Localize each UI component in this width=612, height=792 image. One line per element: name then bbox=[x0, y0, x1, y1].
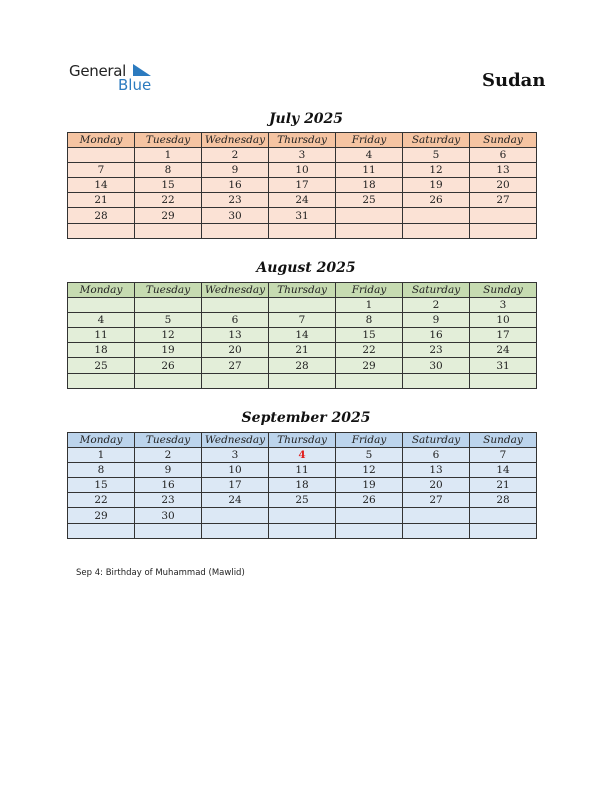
day-cell: 30 bbox=[135, 508, 202, 523]
day-cell bbox=[403, 373, 470, 388]
day-cell: 24 bbox=[269, 193, 336, 208]
day-cell bbox=[269, 223, 336, 238]
day-cell: 2 bbox=[202, 148, 269, 163]
logo-blue-text: Blue bbox=[118, 76, 152, 94]
day-cell: 25 bbox=[68, 358, 135, 373]
day-cell: 12 bbox=[336, 463, 403, 478]
day-cell: 10 bbox=[470, 313, 537, 328]
day-cell bbox=[68, 523, 135, 538]
day-cell: 12 bbox=[135, 328, 202, 343]
day-cell: 26 bbox=[336, 493, 403, 508]
logo-triangle-icon bbox=[133, 64, 151, 76]
weekday-header: Sunday bbox=[470, 133, 537, 148]
day-cell: 6 bbox=[470, 148, 537, 163]
day-cell bbox=[202, 298, 269, 313]
weekday-header: Monday bbox=[68, 433, 135, 448]
weekday-header: Wednesday bbox=[202, 283, 269, 298]
day-cell bbox=[336, 373, 403, 388]
week-row bbox=[68, 148, 537, 163]
day-cell bbox=[403, 508, 470, 523]
day-cell: 9 bbox=[403, 313, 470, 328]
weekday-header: Saturday bbox=[403, 133, 470, 148]
week-row bbox=[68, 178, 537, 193]
day-cell: 15 bbox=[336, 328, 403, 343]
day-cell: 7 bbox=[269, 313, 336, 328]
day-cell bbox=[336, 508, 403, 523]
day-cell: 21 bbox=[68, 193, 135, 208]
day-cell bbox=[269, 508, 336, 523]
day-cell: 26 bbox=[403, 193, 470, 208]
week-row bbox=[68, 193, 537, 208]
day-cell: 27 bbox=[403, 493, 470, 508]
month-calendar-table bbox=[67, 132, 537, 239]
day-cell: 11 bbox=[68, 328, 135, 343]
weekday-header: Sunday bbox=[470, 433, 537, 448]
generalblue-logo bbox=[69, 61, 152, 94]
day-cell: 19 bbox=[336, 478, 403, 493]
day-cell: 24 bbox=[470, 343, 537, 358]
week-row bbox=[68, 448, 537, 463]
day-cell: 12 bbox=[403, 163, 470, 178]
week-row bbox=[68, 463, 537, 478]
day-cell: 9 bbox=[135, 463, 202, 478]
day-cell: 30 bbox=[403, 358, 470, 373]
day-cell bbox=[470, 508, 537, 523]
day-cell bbox=[470, 523, 537, 538]
weekday-header: Saturday bbox=[403, 283, 470, 298]
day-cell bbox=[269, 373, 336, 388]
weekday-header: Tuesday bbox=[135, 433, 202, 448]
weekday-header-row bbox=[68, 433, 537, 448]
month-calendar-table bbox=[67, 282, 537, 389]
day-cell: 13 bbox=[470, 163, 537, 178]
day-cell: 5 bbox=[403, 148, 470, 163]
weekday-header: Friday bbox=[336, 433, 403, 448]
day-cell bbox=[269, 298, 336, 313]
day-cell: 22 bbox=[336, 343, 403, 358]
weekday-header: Monday bbox=[68, 283, 135, 298]
day-cell: 28 bbox=[470, 493, 537, 508]
weekday-header: Thursday bbox=[269, 433, 336, 448]
day-cell: 23 bbox=[202, 193, 269, 208]
day-cell: 4 bbox=[68, 313, 135, 328]
day-cell: 18 bbox=[68, 343, 135, 358]
day-cell: 23 bbox=[403, 343, 470, 358]
weekday-header-row bbox=[68, 283, 537, 298]
week-row bbox=[68, 328, 537, 343]
day-cell: 14 bbox=[68, 178, 135, 193]
day-cell: 31 bbox=[470, 358, 537, 373]
day-cell: 25 bbox=[336, 193, 403, 208]
day-cell: 2 bbox=[135, 448, 202, 463]
week-row bbox=[68, 508, 537, 523]
day-cell bbox=[135, 298, 202, 313]
day-cell bbox=[403, 208, 470, 223]
day-cell bbox=[135, 523, 202, 538]
day-cell: 7 bbox=[470, 448, 537, 463]
day-cell: 3 bbox=[269, 148, 336, 163]
day-cell: 10 bbox=[269, 163, 336, 178]
day-cell: 18 bbox=[269, 478, 336, 493]
weekday-header: Tuesday bbox=[135, 283, 202, 298]
weekday-header: Saturday bbox=[403, 433, 470, 448]
weekday-header: Wednesday bbox=[202, 433, 269, 448]
day-cell: 31 bbox=[269, 208, 336, 223]
day-cell: 29 bbox=[68, 508, 135, 523]
day-cell: 17 bbox=[269, 178, 336, 193]
day-cell: 29 bbox=[336, 358, 403, 373]
day-cell: 15 bbox=[135, 178, 202, 193]
day-cell bbox=[202, 523, 269, 538]
weekday-header: Thursday bbox=[269, 283, 336, 298]
country-title: Sudan bbox=[482, 70, 546, 91]
day-cell bbox=[269, 523, 336, 538]
weekday-header: Friday bbox=[336, 133, 403, 148]
month-title: September 2025 bbox=[241, 410, 371, 426]
day-cell: 20 bbox=[470, 178, 537, 193]
day-cell: 23 bbox=[135, 493, 202, 508]
week-row bbox=[68, 298, 537, 313]
day-cell: 20 bbox=[403, 478, 470, 493]
day-cell bbox=[336, 223, 403, 238]
day-cell bbox=[202, 373, 269, 388]
week-row bbox=[68, 313, 537, 328]
weekday-header: Friday bbox=[336, 283, 403, 298]
weekday-header: Monday bbox=[68, 133, 135, 148]
week-row bbox=[68, 223, 537, 238]
day-cell bbox=[68, 223, 135, 238]
day-cell bbox=[202, 508, 269, 523]
day-cell bbox=[135, 223, 202, 238]
week-row bbox=[68, 373, 537, 388]
day-cell: 7 bbox=[68, 163, 135, 178]
day-cell: 29 bbox=[135, 208, 202, 223]
day-cell bbox=[470, 373, 537, 388]
day-cell: 22 bbox=[68, 493, 135, 508]
day-cell: 6 bbox=[202, 313, 269, 328]
month-calendar-table bbox=[67, 432, 537, 539]
day-cell: 13 bbox=[403, 463, 470, 478]
day-cell: 22 bbox=[135, 193, 202, 208]
day-cell bbox=[470, 223, 537, 238]
weekday-header-row bbox=[68, 133, 537, 148]
week-row bbox=[68, 163, 537, 178]
day-cell: 21 bbox=[269, 343, 336, 358]
day-cell: 26 bbox=[135, 358, 202, 373]
day-cell bbox=[403, 523, 470, 538]
logo-general-text: General bbox=[69, 62, 127, 80]
month-title: July 2025 bbox=[268, 111, 344, 127]
day-cell: 3 bbox=[470, 298, 537, 313]
day-cell: 24 bbox=[202, 493, 269, 508]
day-cell: 5 bbox=[135, 313, 202, 328]
day-cell: 5 bbox=[336, 448, 403, 463]
day-cell: 14 bbox=[470, 463, 537, 478]
day-cell: 19 bbox=[135, 343, 202, 358]
day-cell: 19 bbox=[403, 178, 470, 193]
day-cell: 1 bbox=[135, 148, 202, 163]
week-row bbox=[68, 208, 537, 223]
day-cell: 15 bbox=[68, 478, 135, 493]
day-cell: 17 bbox=[470, 328, 537, 343]
day-cell: 1 bbox=[68, 448, 135, 463]
day-cell: 2 bbox=[403, 298, 470, 313]
weekday-header: Tuesday bbox=[135, 133, 202, 148]
day-cell: 17 bbox=[202, 478, 269, 493]
day-cell: 27 bbox=[202, 358, 269, 373]
day-cell: 21 bbox=[470, 478, 537, 493]
week-row bbox=[68, 478, 537, 493]
day-cell bbox=[470, 208, 537, 223]
week-row bbox=[68, 358, 537, 373]
day-cell: 28 bbox=[269, 358, 336, 373]
day-cell: 1 bbox=[336, 298, 403, 313]
day-cell: 9 bbox=[202, 163, 269, 178]
day-cell: 14 bbox=[269, 328, 336, 343]
week-row bbox=[68, 343, 537, 358]
day-cell: 11 bbox=[336, 163, 403, 178]
day-cell: 16 bbox=[403, 328, 470, 343]
day-cell: 8 bbox=[135, 163, 202, 178]
day-cell bbox=[403, 223, 470, 238]
holiday-note: Sep 4: Birthday of Muhammad (Mawlid) bbox=[76, 568, 245, 578]
day-cell: 27 bbox=[470, 193, 537, 208]
weekday-header: Thursday bbox=[269, 133, 336, 148]
day-cell: 20 bbox=[202, 343, 269, 358]
day-cell: 13 bbox=[202, 328, 269, 343]
day-cell: 30 bbox=[202, 208, 269, 223]
weekday-header: Wednesday bbox=[202, 133, 269, 148]
day-cell: 16 bbox=[135, 478, 202, 493]
week-row bbox=[68, 523, 537, 538]
weekday-header: Sunday bbox=[470, 283, 537, 298]
day-cell bbox=[68, 148, 135, 163]
day-cell bbox=[202, 223, 269, 238]
day-cell: 11 bbox=[269, 463, 336, 478]
day-cell: 28 bbox=[68, 208, 135, 223]
day-cell bbox=[135, 373, 202, 388]
day-cell: 8 bbox=[68, 463, 135, 478]
day-cell bbox=[68, 373, 135, 388]
day-cell bbox=[336, 523, 403, 538]
day-cell bbox=[68, 298, 135, 313]
day-cell bbox=[336, 208, 403, 223]
week-row bbox=[68, 493, 537, 508]
day-cell: 3 bbox=[202, 448, 269, 463]
day-cell: 25 bbox=[269, 493, 336, 508]
day-cell: 10 bbox=[202, 463, 269, 478]
day-cell: 4 bbox=[269, 448, 336, 463]
day-cell: 18 bbox=[336, 178, 403, 193]
day-cell: 4 bbox=[336, 148, 403, 163]
day-cell: 8 bbox=[336, 313, 403, 328]
day-cell: 16 bbox=[202, 178, 269, 193]
day-cell: 6 bbox=[403, 448, 470, 463]
month-title: August 2025 bbox=[256, 260, 356, 276]
